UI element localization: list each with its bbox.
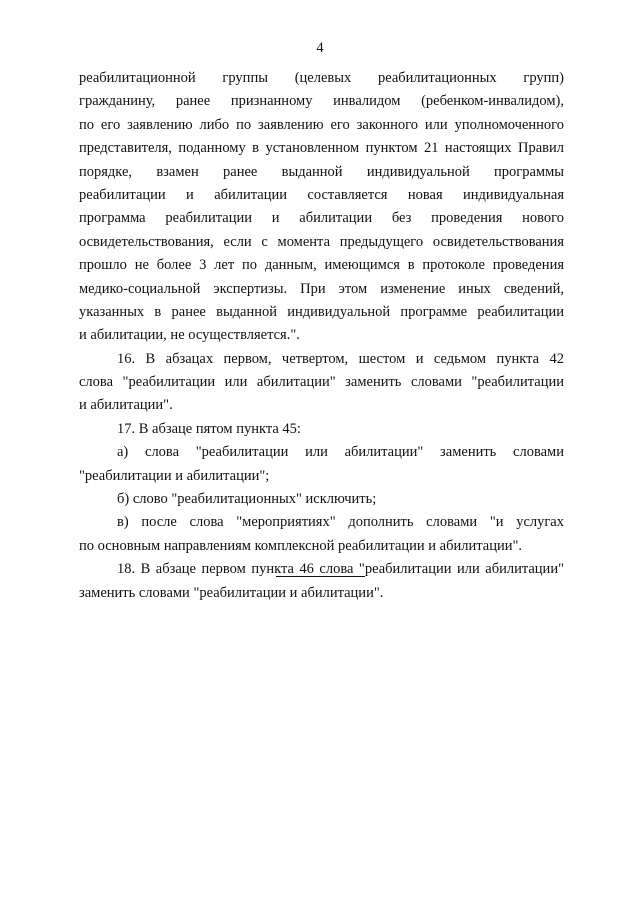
text-line: порядке, взамен ранее выданной индивидуальной программы (79, 163, 564, 180)
text-line: медико-социальной экспертизы. При этом изменение иных сведений, (79, 280, 564, 297)
text-line: представителя, поданному в установленном пунктом 21 настоящих Правил (79, 140, 564, 157)
text-line: б) слово "реабилитационных" исключить; (117, 491, 377, 508)
page-number: 4 (316, 40, 324, 56)
text-line: по его заявлению либо по заявлению его законного или уполномоченного (79, 116, 564, 133)
text-line: программа реабилитации и абилитации без проведения нового (79, 210, 564, 227)
text-line: прошло не более 3 лет по данным, имеющимся в протоколе проведения (79, 257, 564, 274)
text-line: реабилитационной группы (целевых реабилитационных групп) (79, 70, 564, 86)
text-line: в) после слова "мероприятиях" дополнить словами "и услугах (117, 514, 564, 531)
text-line: по основным направлениям комплексной реабилитации и абилитации". (79, 537, 523, 554)
text-line: заменить словами "реабилитации и абилитации". (79, 584, 384, 601)
text-line: 17. В абзаце пятом пункта 45: (117, 420, 301, 437)
text-line: 16. В абзацах первом, четвертом, шестом и седьмом пункта 42 (117, 350, 564, 367)
text-line: реабилитации и абилитации составляется новая индивидуальная (79, 186, 564, 203)
text-line: и абилитации, не осуществляется.". (79, 327, 300, 344)
text-line: слова "реабилитации или абилитации" заменить словами "реабилитации (79, 374, 564, 391)
separator-line (276, 576, 365, 577)
text-line: "реабилитации и абилитации"; (79, 467, 270, 484)
text-line: и абилитации". (79, 397, 173, 414)
text-line: а) слова "реабилитации или абилитации" заменить словами (117, 444, 564, 461)
text-line: освидетельствования, если с момента предыдущего освидетельствования (79, 233, 564, 250)
document-body (79, 67, 564, 605)
text-line: указанных в ранее выданной индивидуальной программе реабилитации (79, 303, 564, 320)
text-line: гражданину, ранее признанному инвалидом (ребенком-инвалидом), (79, 93, 564, 110)
text-line: 18. В абзаце первом пункта 46 слова "реабилитации или абилитации" (117, 561, 564, 578)
